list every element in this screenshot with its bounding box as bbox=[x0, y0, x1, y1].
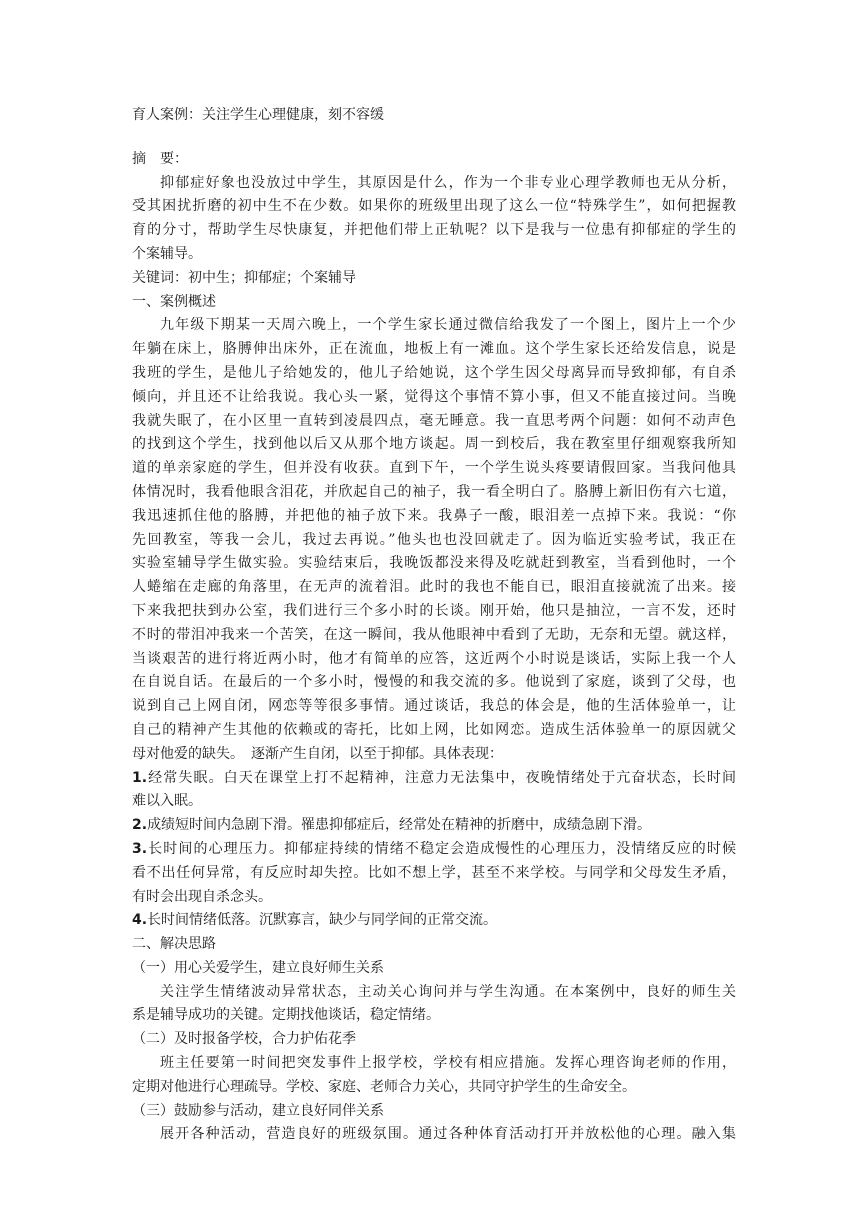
overview-line: 我班的学生，是他儿子给她发的，他儿子给她说，这个学生因父母离异而导致抑郁，有自杀 bbox=[132, 364, 736, 381]
overview-line: 倾向，并且还不让给我说。我心头一紧，觉得这个事情不算小事，但又不能直接过问。当晚 bbox=[132, 388, 736, 405]
overview-line: 年躺在床上，胳膊伸出床外，正在流血，地板上有一滩血。这个学生家长还给发信息，说是 bbox=[132, 341, 736, 358]
document-title: 育人案例：关注学生心理健康，刻不容缓 bbox=[132, 107, 384, 123]
overview-line: 不时的带泪冲我来一个苦笑，在这一瞬间，我从他眼神中看到了无助，无奈和无望。就这样， bbox=[132, 626, 736, 643]
list-number: 3. bbox=[132, 840, 148, 857]
subsection-heading: （一）用心关爱学生，建立良好师生关系 bbox=[132, 959, 384, 976]
subsection-heading: （二）及时报备学校，合力护佑花季 bbox=[132, 1031, 356, 1048]
overview-line: 人蜷缩在走廊的角落里，在无声的流着泪。此时的我也不能自已，眼泪直接就流了出来。接 bbox=[132, 579, 736, 596]
abstract-line: 受其困扰折磨的初中生不在少数。如果你的班级里出现了这么一位“特殊学生”，如何把握教 bbox=[132, 198, 736, 215]
list-item: 1.经常失眠。白天在课堂上打不起精神，注意力无法集中，夜晚情绪处于亢奋状态，长时间 bbox=[132, 769, 736, 786]
overview-line: 九年级下期某一天周六晚上，一个学生家长通过微信给我发了一个图上，图片上一个少 bbox=[160, 317, 736, 334]
list-item: 3.长时间的心理压力。抑郁症持续的情绪不稳定会造成慢性的心理压力，没情绪反应的时候 bbox=[132, 840, 736, 857]
abstract-heading: 摘 要： bbox=[132, 150, 188, 167]
list-item: 4.长时间情绪低落。沉默寡言，缺少与同学间的正常交流。 bbox=[132, 912, 498, 929]
subsection-line: 系是辅导成功的关键。定期找他谈话，稳定情绪。 bbox=[132, 1007, 440, 1024]
abstract-line: 育的分寸，帮助学生尽快康复，并把他们带上正轨呢？以下是我与一位患有抑郁症的学生的 bbox=[132, 222, 736, 239]
keywords: 关键词：初中生；抑郁症；个案辅导 bbox=[132, 269, 356, 286]
section-heading-approach: 二、解决思路 bbox=[132, 936, 216, 953]
list-number: 2. bbox=[132, 817, 148, 834]
list-number: 1. bbox=[132, 769, 148, 786]
subsection-line: 展开各种活动，营造良好的班级氛围。通过各种体育活动打开并放松他的心理。融入集 bbox=[160, 1126, 736, 1143]
list-item-continued: 有时会出现自杀念头。 bbox=[132, 888, 272, 905]
overview-line: 母对他爱的缺失。 逐渐产生自闭，以至于抑郁。具体表现： bbox=[132, 745, 503, 762]
overview-line: 我迅速抓住他的胳膊，并把他的袖子放下来。我鼻子一酸，眼泪差一点掉下来。我说：“你 bbox=[132, 507, 736, 524]
overview-line: 我就失眠了，在小区里一直转到凌晨四点，毫无睡意。我一直思考两个问题：如何不动声色 bbox=[132, 412, 736, 429]
subsection-line: 定期对他进行心理疏导。学校、家庭、老师合力关心，共同守护学生的生命安全。 bbox=[132, 1078, 636, 1095]
overview-line: 自己的精神产生其他的依赖或的寄托，比如上网，比如网恋。造成生活体验单一的原因就父 bbox=[132, 721, 736, 738]
overview-line: 下来我把扶到办公室，我们进行三个多小时的长谈。刚开始，他只是抽泣，一言不发，还时 bbox=[132, 602, 736, 619]
document-page bbox=[132, 96, 736, 1147]
overview-line: 体情况时，我看他眼含泪花，并欣起自己的袖子，我一看全明白了。胳膊上新旧伤有六七道， bbox=[132, 483, 736, 500]
subsection-heading: （三）鼓励参与活动，建立良好同伴关系 bbox=[132, 1102, 384, 1119]
abstract-line: 抑郁症好象也没放过中学生，其原因是什么，作为一个非专业心理学教师也无从分析， bbox=[160, 174, 736, 191]
abstract-line: 个案辅导。 bbox=[132, 245, 202, 262]
overview-line: 实验室辅导学生做实验。实验结束后，我晚饭都没来得及吃就赶到教室，当看到他时，一个 bbox=[132, 555, 736, 572]
section-heading-overview: 一、案例概述 bbox=[132, 293, 216, 310]
list-item-continued: 难以入眠。 bbox=[132, 793, 202, 810]
overview-line: 先回教室，等我一会儿，我过去再说。”他头也也没回就走了。因为临近实验考试，我正在 bbox=[132, 531, 736, 548]
overview-line: 在自说自话。在最后的一个多小时，慢慢的和我交流的多。他说到了家庭，谈到了父母，也 bbox=[132, 674, 736, 691]
overview-line: 说到自己上网自闭，网恋等等很多事情。通过谈话，我总的体会是，他的生活体验单一，让 bbox=[132, 698, 736, 715]
subsection-line: 关注学生情绪波动异常状态，主动关心询问并与学生沟通。在本案例中，良好的师生关 bbox=[160, 983, 736, 1000]
list-number: 4. bbox=[132, 912, 148, 929]
list-item: 2.成绩短时间内急剧下滑。罹患抑郁症后，经常处在精神的折磨中，成绩急剧下滑。 bbox=[132, 817, 652, 834]
subsection-line: 班主任要第一时间把突发事件上报学校，学校有相应措施。发挥心理咨询老师的作用， bbox=[160, 1055, 736, 1072]
list-item-continued: 看不出任何异常，有反应时却失控。比如不想上学，甚至不来学校。与同学和父母发生矛盾， bbox=[132, 864, 736, 881]
spacer bbox=[132, 128, 736, 148]
overview-line: 当谈艰苦的进行将近两小时，他才有简单的应答，这近两个小时说是谈话，实际上我一个人 bbox=[132, 650, 736, 667]
overview-line: 的找到这个学生，找到他以后又从那个地方谈起。周一到校后，我在教室里仔细观察我所知 bbox=[132, 436, 736, 453]
overview-line: 道的单亲家庭的学生，但并没有收获。直到下午，一个学生说头疼要请假回家。当我问他具 bbox=[132, 460, 736, 477]
